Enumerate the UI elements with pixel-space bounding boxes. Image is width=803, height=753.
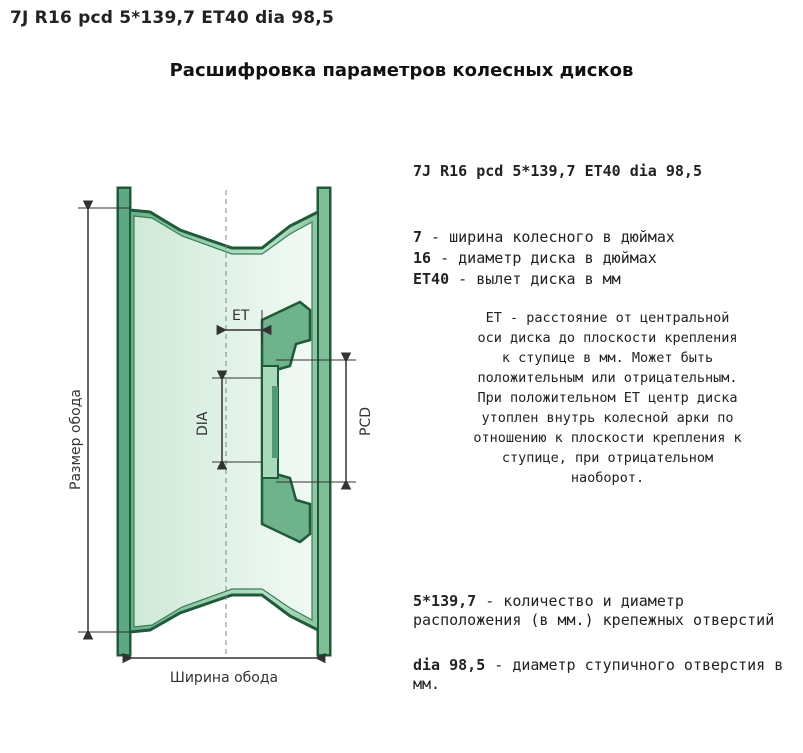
legend-width <box>413 228 675 246</box>
et-label: ET <box>232 308 250 324</box>
rim-size-label: Размер обода <box>68 388 84 490</box>
legend-width-key: 7 <box>413 228 423 246</box>
legend-diameter <box>413 249 657 267</box>
wheel-diagram <box>0 130 400 730</box>
legend-pcd-desc: - количество и диаметр расположения (в мм.) крепежных отверстий <box>413 592 775 629</box>
legend-offset <box>413 270 621 288</box>
legend-diameter-key: 16 <box>413 249 432 267</box>
legend-width-desc: - ширина колесного в дюймах <box>422 228 675 246</box>
legend-diameter-desc: - диаметр диска в дюймах <box>431 249 657 267</box>
dia-label: DIA <box>195 411 211 436</box>
rim-width-label: Ширина обода <box>169 670 279 686</box>
legend-dia-desc: - диаметр ступичного отверстия в мм. <box>413 656 784 693</box>
legend-offset-key: ET40 <box>413 270 450 288</box>
spec-code: 7J R16 pcd 5*139,7 ET40 dia 98,5 <box>413 162 702 180</box>
header-code: 7J R16 pcd 5*139,7 ET40 dia 98,5 <box>10 8 334 28</box>
pcd-label: PCD <box>358 407 374 436</box>
legend-dia <box>413 656 793 694</box>
legend-pcd-key: 5*139,7 <box>413 592 477 610</box>
et-note: ET - расстояние от центральной оси диска до плоскости крепления к ступице в мм. Может быть положительным или отрицательным. При положительном ET центр диска утоплен внутрь колесной арки по отношению к плоскости крепления к ступице, при отрицательном наоборот. <box>473 310 742 486</box>
page-title: Расшифровка параметров колесных дисков <box>169 60 634 81</box>
rim-body <box>118 188 330 655</box>
legend-dia-key: dia 98,5 <box>413 656 486 674</box>
legend-offset-desc: - вылет диска в мм <box>449 270 621 288</box>
legend-pcd <box>413 592 793 630</box>
